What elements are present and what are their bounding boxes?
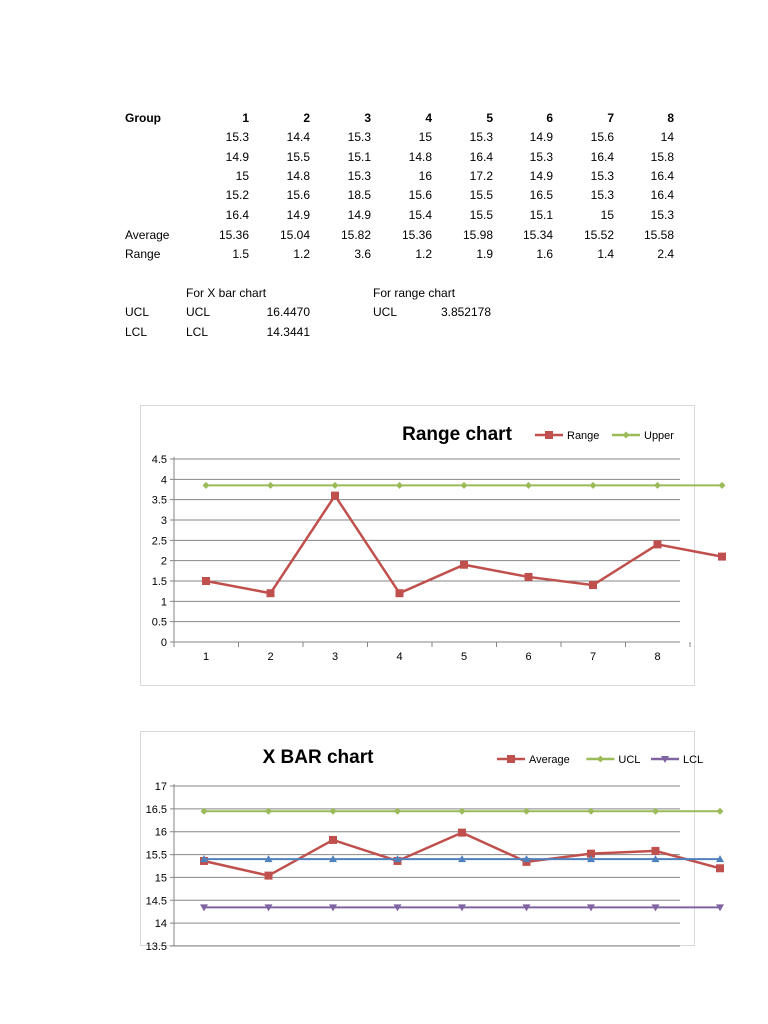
sample-value: 15.1 bbox=[529, 208, 553, 222]
range-value: 1.6 bbox=[536, 247, 553, 261]
group-number: 2 bbox=[303, 111, 310, 125]
y-tick-label: 13.5 bbox=[145, 941, 167, 953]
chart-frame bbox=[141, 406, 695, 686]
sample-value: 16.4 bbox=[590, 150, 614, 164]
xbar-chart bbox=[140, 731, 704, 953]
y-tick-label: 0 bbox=[160, 637, 167, 649]
chart-title: Range chart bbox=[402, 424, 512, 445]
sample-value: 14.9 bbox=[529, 130, 553, 144]
data-point bbox=[265, 872, 273, 880]
y-tick-label: 15 bbox=[154, 872, 167, 885]
sample-value: 14.8 bbox=[286, 169, 310, 183]
range-value: 1.9 bbox=[476, 247, 493, 261]
data-point bbox=[396, 589, 404, 597]
y-tick-label: 14.5 bbox=[145, 895, 167, 908]
y-tick-label: 4 bbox=[160, 474, 167, 487]
sample-value: 16.4 bbox=[650, 188, 674, 202]
data-point bbox=[654, 540, 662, 548]
legend-marker bbox=[545, 431, 553, 439]
sample-value: 15.3 bbox=[469, 130, 493, 144]
data-point bbox=[460, 561, 468, 569]
y-tick-label: 0.5 bbox=[151, 616, 167, 629]
x-tick-label: 8 bbox=[654, 651, 661, 663]
range-value: 1.4 bbox=[597, 247, 614, 261]
chart-frame bbox=[141, 732, 695, 946]
x-tick-label: 1 bbox=[202, 651, 210, 663]
x-tick-label: 7 bbox=[589, 651, 597, 663]
average-value: 15.98 bbox=[462, 228, 493, 242]
sample-value: 15.2 bbox=[225, 188, 249, 202]
y-tick-label: 15.5 bbox=[145, 849, 167, 862]
sample-value: 15.5 bbox=[286, 150, 310, 164]
group-number: 6 bbox=[546, 111, 553, 125]
x-tick-label: 4 bbox=[396, 651, 403, 663]
sample-value: 15.3 bbox=[590, 169, 614, 183]
data-point bbox=[717, 808, 724, 815]
group-number: 8 bbox=[667, 111, 674, 125]
sample-value: 14.9 bbox=[529, 169, 553, 183]
range-heading: For range chart bbox=[373, 286, 456, 300]
data-point bbox=[458, 829, 466, 837]
data-point bbox=[331, 492, 339, 500]
sample-value: 15.3 bbox=[590, 188, 614, 202]
xbar-ucl-label: UCL bbox=[186, 305, 211, 319]
sample-value: 15.3 bbox=[529, 150, 553, 164]
group-header-label: Group bbox=[125, 111, 161, 125]
sample-value: 15.3 bbox=[650, 208, 674, 222]
average-value: 15.52 bbox=[583, 228, 614, 242]
legend-label: Upper bbox=[644, 430, 674, 442]
range-label: Range bbox=[125, 247, 161, 261]
x-tick-label: 3 bbox=[331, 651, 339, 663]
y-tick-label: 14 bbox=[154, 918, 167, 931]
range-value: 2.4 bbox=[657, 247, 674, 261]
sample-value: 15.1 bbox=[347, 150, 371, 164]
legend-label: Range bbox=[567, 430, 600, 442]
sample-value: 15.8 bbox=[650, 150, 674, 164]
sample-value: 16 bbox=[418, 169, 432, 183]
group-number: 1 bbox=[242, 111, 249, 125]
legend-label: Average bbox=[529, 754, 570, 766]
range-chart-svg bbox=[140, 405, 674, 686]
sample-value: 16.4 bbox=[225, 208, 249, 222]
range-value: 1.2 bbox=[415, 247, 432, 261]
sample-value: 15.3 bbox=[347, 130, 371, 144]
ucl-row-label: UCL bbox=[125, 305, 150, 319]
sample-value: 15.6 bbox=[590, 130, 614, 144]
legend-label: LCL bbox=[683, 754, 704, 766]
sample-value: 14.8 bbox=[408, 150, 432, 164]
sample-value: 15.4 bbox=[408, 208, 432, 222]
average-value: 15.58 bbox=[643, 228, 674, 242]
group-number: 7 bbox=[607, 111, 614, 125]
range-value: 1.5 bbox=[232, 247, 249, 261]
y-tick-label: 1 bbox=[160, 596, 167, 609]
range-ucl-value: 3.852178 bbox=[440, 305, 491, 319]
sample-value: 16.4 bbox=[650, 169, 674, 183]
sample-value: 15 bbox=[418, 130, 432, 144]
average-value: 15.04 bbox=[279, 228, 310, 242]
xbar-heading: For X bar chart bbox=[186, 286, 267, 300]
sample-value: 16.4 bbox=[469, 150, 493, 164]
y-tick-label: 2.5 bbox=[151, 535, 167, 548]
y-tick-label: 16.5 bbox=[145, 803, 167, 816]
x-tick-label: 6 bbox=[525, 651, 532, 663]
average-value: 15.36 bbox=[401, 228, 432, 242]
chart-title: X BAR chart bbox=[262, 747, 374, 768]
data-point bbox=[716, 864, 724, 872]
group-number: 5 bbox=[486, 111, 493, 125]
sample-value: 14.4 bbox=[286, 130, 310, 144]
sample-value: 14 bbox=[660, 130, 674, 144]
data-point bbox=[652, 847, 660, 855]
xbar-lcl-label: LCL bbox=[186, 325, 209, 339]
range-value: 1.2 bbox=[293, 247, 310, 261]
sample-value: 15.5 bbox=[469, 208, 493, 222]
average-value: 15.34 bbox=[522, 228, 553, 242]
y-tick-label: 16 bbox=[154, 826, 167, 839]
legend-marker bbox=[507, 755, 515, 763]
sample-value: 14.9 bbox=[225, 150, 249, 164]
sample-value: 14.9 bbox=[347, 208, 371, 222]
y-tick-label: 4.5 bbox=[151, 454, 167, 466]
data-point bbox=[718, 553, 726, 561]
x-tick-label: 5 bbox=[460, 651, 468, 663]
range-value: 3.6 bbox=[354, 247, 371, 261]
sample-value: 17.2 bbox=[469, 169, 493, 183]
xbar-ucl-value: 16.4470 bbox=[266, 305, 310, 319]
data-point bbox=[719, 482, 726, 489]
range-chart bbox=[140, 405, 674, 686]
xbar-lcl-value: 14.3441 bbox=[266, 325, 310, 339]
group-number: 3 bbox=[364, 111, 371, 125]
sample-value: 15.3 bbox=[347, 169, 371, 183]
y-tick-label: 2 bbox=[160, 555, 167, 568]
group-number: 4 bbox=[425, 111, 432, 125]
y-tick-label: 3.5 bbox=[151, 494, 167, 507]
x-tick-label: 2 bbox=[267, 651, 274, 663]
sample-value: 18.5 bbox=[347, 188, 371, 202]
lcl-row-label: LCL bbox=[125, 325, 148, 339]
sample-value: 14.9 bbox=[286, 208, 310, 222]
average-value: 15.36 bbox=[218, 228, 249, 242]
average-value: 15.82 bbox=[340, 228, 371, 242]
data-point bbox=[202, 577, 210, 585]
y-tick-label: 3 bbox=[160, 515, 167, 527]
data-point bbox=[329, 836, 337, 844]
average-label: Average bbox=[125, 228, 170, 242]
y-tick-label: 1.5 bbox=[151, 576, 167, 588]
data-point bbox=[589, 581, 597, 589]
sample-value: 15.3 bbox=[225, 130, 249, 144]
sample-value: 16.5 bbox=[529, 188, 553, 202]
y-tick-label: 17 bbox=[154, 781, 167, 793]
legend-label: UCL bbox=[618, 754, 641, 766]
sample-value: 15.5 bbox=[469, 188, 493, 202]
sample-value: 15.6 bbox=[286, 188, 310, 202]
sample-value: 15 bbox=[600, 208, 614, 222]
sample-value: 15 bbox=[235, 169, 249, 183]
xbar-chart-svg bbox=[140, 731, 704, 953]
range-ucl-label: UCL bbox=[373, 305, 398, 319]
sample-value: 15.6 bbox=[408, 188, 432, 202]
data-point bbox=[525, 573, 533, 581]
data-point bbox=[267, 589, 275, 597]
